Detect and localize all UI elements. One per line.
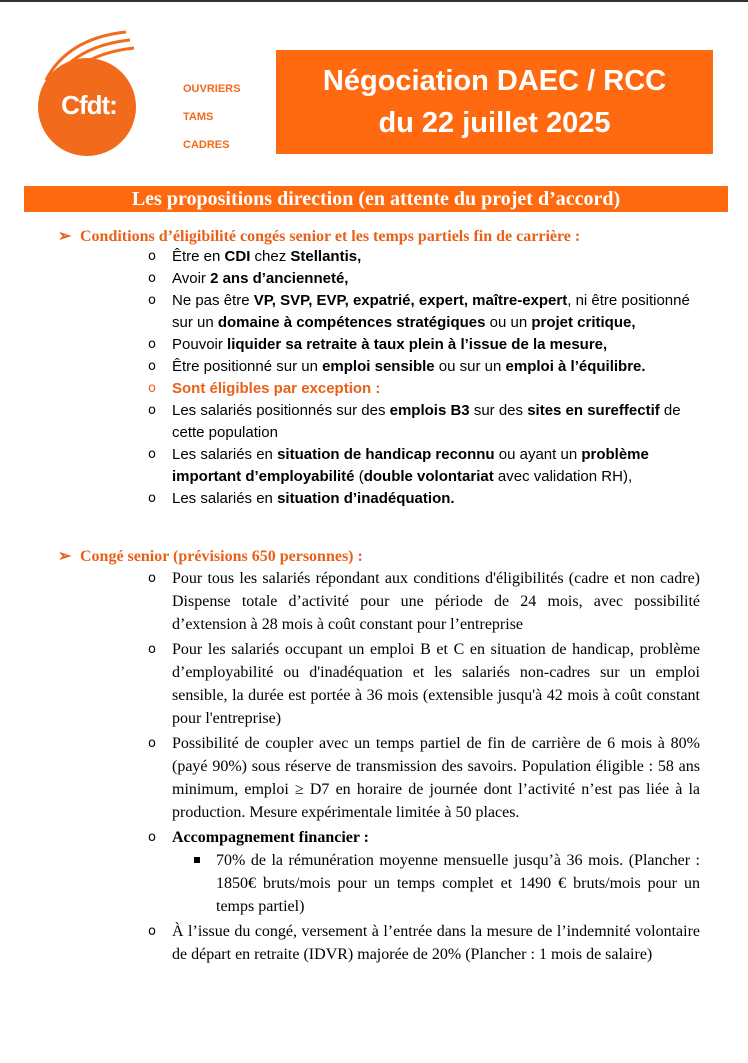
list-item-exception: o Sont éligibles par exception : [148,378,700,400]
arrow-bullet-icon: ➢ [58,548,72,565]
circle-bullet-icon: o [148,249,156,264]
list-item: o Les salariés positionnés sur des emplois B3 sur des sites en sureffectif de cette population [148,402,681,441]
circle-bullet-icon: o [148,924,156,939]
list-item: o Les salariés en situation d’inadéquation. [148,488,700,510]
list-item: o Être en CDI chez Stellantis, [148,246,700,268]
list-item: o Pour les salariés occupant un emploi B et C en situation de handicap, problème d’employabilité ou d'inadéquation et les salariés non-cadres sur un emploi sensible, la durée est portée à 36 mois (extensible jusqu'à 42 mois à coût constant pour l'entreprise) [148,638,700,730]
circle-bullet-icon: o [148,736,156,751]
circle-bullet-icon: o [148,271,156,286]
section-1-heading [58,226,580,246]
circle-bullet-icon: o [148,830,156,845]
list-item: o Accompagnement financier : 70% de la rémunération moyenne mensuelle jusqu’à 36 mois. (Plancher : 1850€ bruts/mois pour un temps complet et 1490 € bruts/mois pour un temps partiel) [148,826,700,918]
eligibility-list [148,246,700,510]
list-item: o Ne pas être VP, SVP, EVP, expatrié, expert, maître-expert, ni être positionné sur un domaine à compétences stratégiques ou un projet critique, [148,292,690,331]
square-bullet-icon [194,857,200,863]
circle-bullet-icon: o [148,447,156,462]
senior-leave-list [148,567,700,968]
circle-bullet-icon: o [148,359,156,374]
financial-sublist [194,849,700,918]
title-box [276,50,713,154]
list-item: o Être positionné sur un emploi sensible ou sur un emploi à l’équilibre. [148,356,700,378]
list-item: o Possibilité de coupler avec un temps partiel de fin de carrière de 6 mois à 80% (payé 90%) sous réserve de transmission des savoirs. Population éligible : 58 ans minimum, emploi ≥ D7 en horaire de journée dont l’activité n’est pas liée à la production. Mesure expérimentale limitée à 50 places. [148,732,700,824]
circle-bullet-icon: o [148,491,156,506]
document-header [0,20,748,170]
arrow-bullet-icon: ➢ [58,228,72,245]
circle-bullet-icon: o [148,337,156,352]
title-line-1: Négociation DAEC / RCC [322,65,667,97]
circle-bullet-icon: o [148,642,156,657]
logo-tag: TAMS [183,111,214,123]
title-line-2: du 22 juillet 2025 [378,107,611,139]
logo-tag: CADRES [183,139,230,151]
logo-tag: OUVRIERS [183,83,241,95]
circle-bullet-icon: o [148,381,156,396]
circle-bullet-icon: o [148,403,156,418]
circle-bullet-icon: o [148,571,156,586]
circle-bullet-icon: o [148,293,156,308]
logo-tags [183,75,240,159]
section-banner: Les propositions direction (en attente du projet d’accord) [24,186,728,212]
list-item: o Avoir 2 ans d’ancienneté, [148,268,700,290]
sub-list-item: 70% de la rémunération moyenne mensuelle jusqu’à 36 mois. (Plancher : 1850€ bruts/mois pour un temps complet et 1490 € bruts/mois pour un temps partiel) [194,849,700,918]
list-item: o À l’issue du congé, versement à l’entrée dans la mesure de l’indemnité volontaire de départ en retraite (IDVR) majorée de 20% (Plancher : 1 mois de salaire) [148,920,700,966]
logo-text: Cfdt: [61,90,117,120]
section-2-heading [58,546,363,566]
list-item: o Pouvoir liquider sa retraite à taux plein à l’issue de la mesure, [148,334,700,356]
top-border [0,0,748,2]
section-2-heading-text: Congé senior (prévisions 650 personnes) : [80,548,363,565]
section-1-heading-text: Conditions d’éligibilité congés senior et les temps partiels fin de carrière : [80,228,581,245]
list-item: o Les salariés en situation de handicap reconnu ou ayant un problème important d’employabilité (double volontariat avec validation RH), [148,446,649,485]
list-item: o Pour tous les salariés répondant aux conditions d'éligibilités (cadre et non cadre) Dispense totale d’activité pour une période de 24 mois, avec possibilité d’extension à 28 mois à coût constant pour l’entreprise [148,567,700,636]
